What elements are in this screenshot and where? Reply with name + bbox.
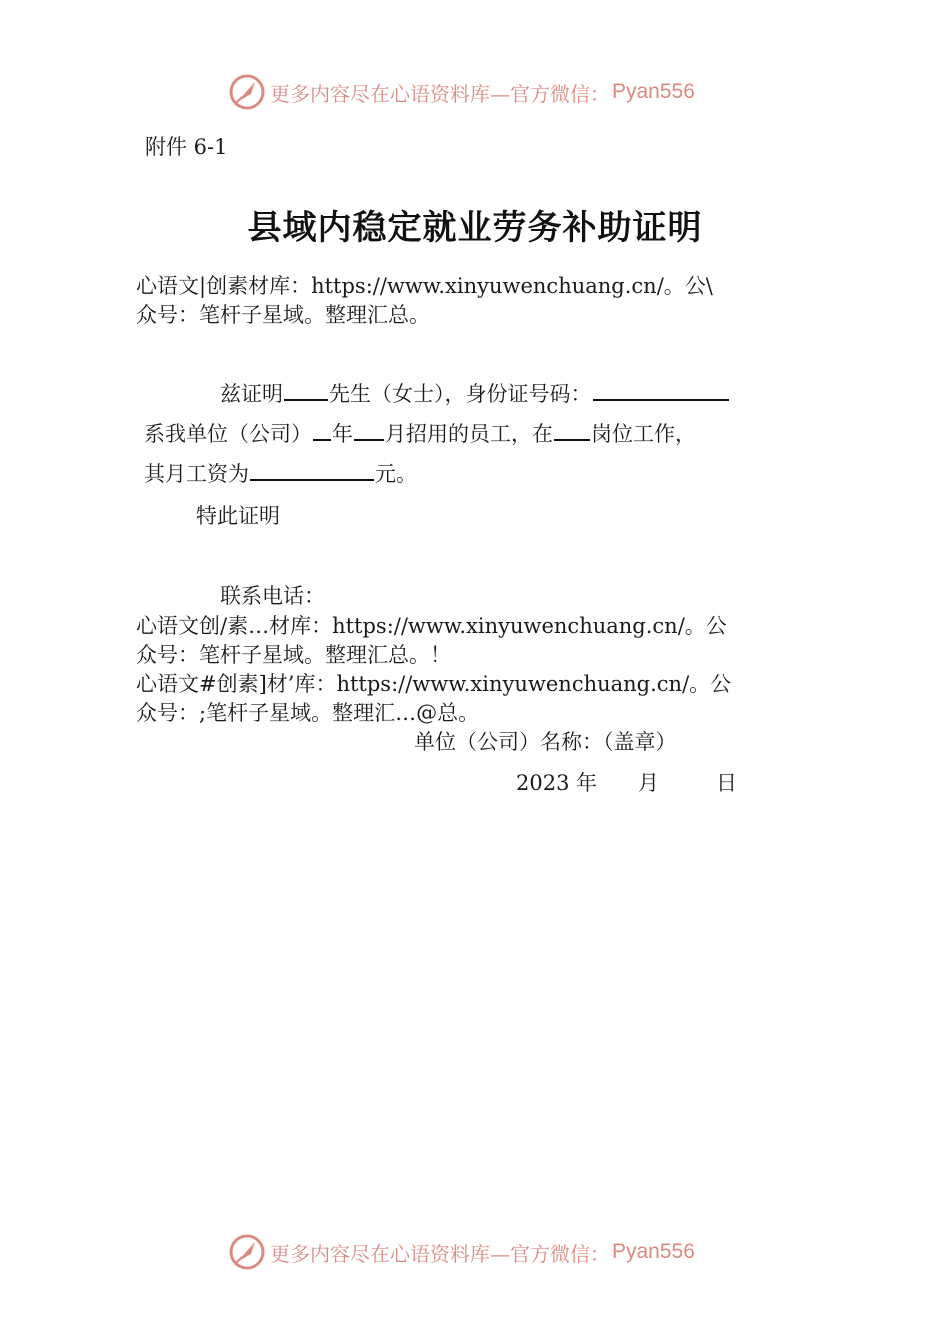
watermark-wechat-id: Pyan556: [612, 80, 695, 103]
header-watermark: [228, 72, 695, 112]
year-blank: [313, 417, 331, 441]
date-month: 月: [638, 771, 659, 795]
body-text: 月招用的员工，在: [385, 422, 553, 446]
body-text: 系我单位（公司）: [144, 422, 312, 446]
month-blank: [354, 417, 384, 441]
body-line-1: [220, 377, 730, 408]
id-number-blank: [593, 377, 729, 401]
quill-logo-icon: [228, 73, 266, 111]
attachment-label: 附件 6-1: [145, 135, 228, 159]
document-title: 县域内稳定就业劳务补助证明: [247, 208, 703, 248]
position-blank: [554, 417, 590, 441]
spam-line-3b: 众号：;笔杆子星域。整理汇…@总。: [136, 701, 480, 725]
spam-line-3a: 心语文#创素]材’库：https://www.xinyuwenchuang.cn/。公: [136, 672, 732, 696]
body-text: 兹证明: [220, 382, 283, 406]
spam-line-1a: 心语文|创素材库：https://www.xinyuwenchuang.cn/。公\: [136, 274, 713, 298]
date-day: 日: [716, 771, 737, 795]
body-line-2: [144, 417, 696, 448]
date-year: 2023 年: [516, 771, 598, 795]
footer-watermark: [228, 1232, 695, 1272]
quill-logo-icon: [228, 1233, 266, 1271]
body-text: 元。: [375, 462, 417, 486]
watermark-text: 更多内容尽在心语资料库—官方微信：: [270, 81, 610, 106]
unit-name-seal: 单位（公司）名称：（盖章）: [414, 730, 677, 754]
body-text: 岗位工作，: [591, 422, 696, 446]
spam-line-2b: 众号：笔杆子星域。整理汇总。！: [136, 643, 451, 667]
body-text: 先生（女士），身份证号码：: [329, 382, 592, 406]
watermark-wechat-id: Pyan556: [612, 1240, 695, 1263]
spam-line-2a: 心语文创/素…材库：https://www.xinyuwenchuang.cn/。公: [136, 614, 727, 638]
body-text: 年: [332, 422, 353, 446]
watermark-text: 更多内容尽在心语资料库—官方微信：: [270, 1241, 610, 1266]
hereby-certify: 特此证明: [196, 504, 280, 528]
spam-line-1b: 众号：笔杆子星域。整理汇总。: [136, 303, 430, 327]
body-line-3: [144, 457, 417, 488]
name-blank: [284, 377, 328, 401]
contact-phone-label: 联系电话：: [220, 584, 325, 608]
salary-blank: [250, 457, 374, 481]
body-text: 其月工资为: [144, 462, 249, 486]
